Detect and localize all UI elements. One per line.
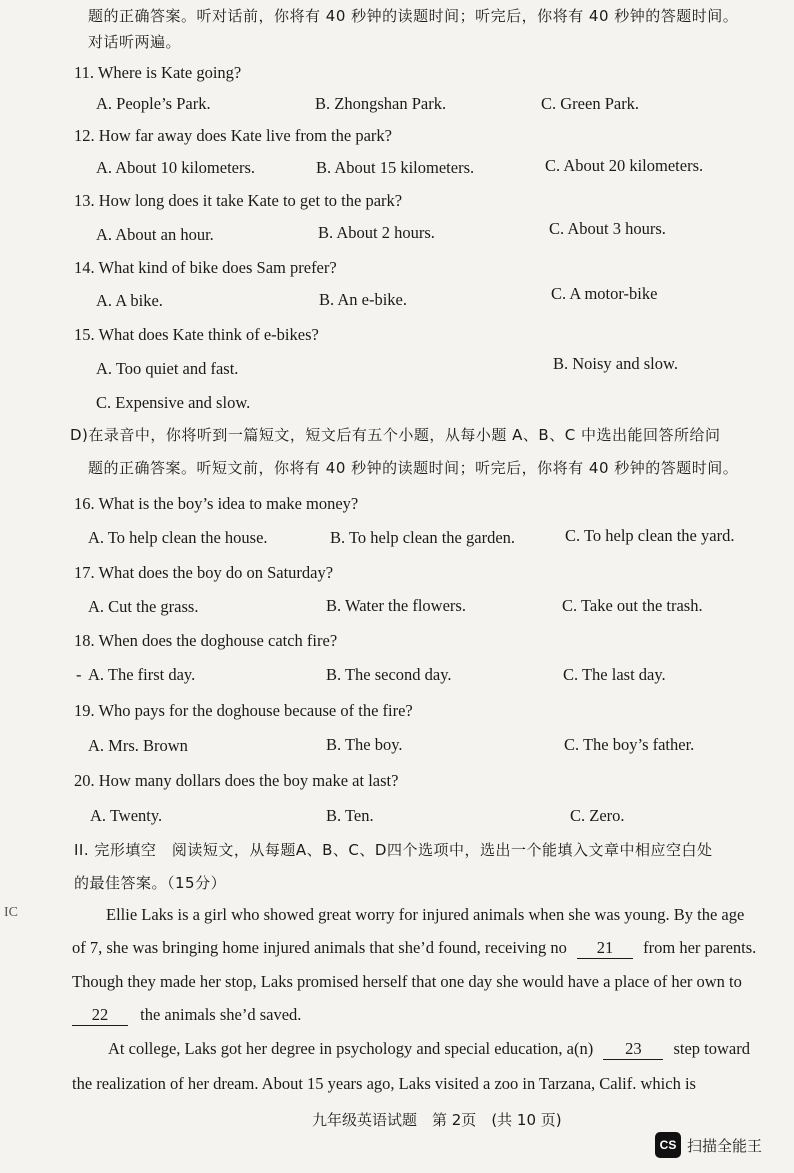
question-stem: 16. What is the boy’s idea to make money?	[74, 494, 359, 513]
margin-handwritten-mark: IC	[4, 905, 18, 920]
option-c: C. A motor-bike	[551, 284, 658, 303]
question-stem: 14. What kind of bike does Sam prefer?	[74, 258, 337, 277]
option-a: A. Mrs. Brown	[88, 736, 188, 755]
question-stem: 18. When does the doghouse catch fire?	[74, 631, 338, 650]
option-b: B. Water the flowers.	[326, 596, 466, 615]
section-ii-line-1: II. 完形填空 阅读短文，从每题A、B、C、D四个选项中，选出一个能填入文章中相应空白处	[74, 841, 713, 859]
passage-text: of 7, she was bringing home injured animals that she’d found, receiving no	[72, 938, 567, 957]
instruction-line-2: 对话听两遍。	[88, 33, 182, 51]
section-d-line-2: 题的正确答案。听短文前，你将有 40 秒钟的读题时间；听完后，你将有 40 秒钟的答题时间。	[88, 459, 739, 477]
option-b: B. Noisy and slow.	[553, 354, 678, 373]
option-b: B. Ten.	[326, 806, 374, 825]
option-b: B. The second day.	[326, 665, 452, 684]
option-a: A. A bike.	[96, 291, 163, 310]
passage-line: the realization of her dream. About 15 years ago, Laks visited a zoo in Tarzana, Calif. which is	[72, 1074, 696, 1093]
option-a: A. Too quiet and fast.	[96, 359, 239, 378]
option-c: C. The boy’s father.	[564, 735, 695, 754]
question-stem: 13. How long does it take Kate to get to the park?	[74, 191, 403, 210]
option-b: B. About 2 hours.	[318, 223, 435, 242]
passage-text: the animals she’d saved.	[140, 1005, 302, 1024]
passage-text: step toward	[673, 1039, 750, 1058]
question-stem: 17. What does the boy do on Saturday?	[74, 563, 334, 582]
option-b: B. To help clean the garden.	[330, 528, 516, 547]
question-stem: 12. How far away does Kate live from the park?	[74, 126, 392, 145]
option-c: C. To help clean the yard.	[565, 526, 735, 545]
scanner-watermark	[655, 1132, 762, 1158]
option-a: A. About 10 kilometers.	[96, 158, 256, 177]
passage-text: from her parents.	[643, 938, 757, 957]
option-b: B. Zhongshan Park.	[315, 94, 447, 113]
blank-23: 23	[603, 1039, 663, 1060]
question-stem: 19. Who pays for the doghouse because of the fire?	[74, 701, 413, 720]
section-d-line-1: D)在录音中，你将听到一篇短文，短文后有五个小题，从每小题 A、B、C 中选出能回答所给问	[70, 426, 721, 444]
passage-line	[108, 1039, 750, 1060]
option-a: A. Cut the grass.	[88, 597, 199, 616]
option-b: B. The boy.	[326, 735, 403, 754]
passage-line	[72, 1005, 301, 1026]
option-a: A. People’s Park.	[96, 94, 211, 113]
question-stem: 15. What does Kate think of e-bikes?	[74, 325, 319, 344]
section-ii-line-2: 的最佳答案。（15分）	[74, 874, 227, 892]
passage-line: Though they made her stop, Laks promised herself that one day she would have a place of her own to	[72, 972, 742, 991]
scanner-app-name: 扫描全能王	[687, 1136, 763, 1155]
passage-line: Ellie Laks is a girl who showed great worry for injured animals when she was young. By the age	[106, 905, 745, 924]
cs-logo-icon: CS	[655, 1132, 681, 1158]
passage-line	[72, 938, 756, 959]
question-stem: 20. How many dollars does the boy make at last?	[74, 771, 399, 790]
answer-dash-mark: -	[76, 665, 82, 684]
instruction-line-1: 题的正确答案。听对话前，你将有 40 秒钟的读题时间；听完后，你将有 40 秒钟的答题时间。	[88, 7, 739, 25]
passage-text: At college, Laks got her degree in psychology and special education, a(n)	[108, 1039, 594, 1058]
option-c: C. About 20 kilometers.	[545, 156, 704, 175]
option-b: B. An e-bike.	[319, 290, 407, 309]
option-a: A. About an hour.	[96, 225, 214, 244]
option-c: C. Green Park.	[541, 94, 640, 113]
option-c: C. Zero.	[570, 806, 625, 825]
option-a: A. To help clean the house.	[88, 528, 268, 547]
option-c: C. Take out the trash.	[562, 596, 703, 615]
option-c: C. About 3 hours.	[549, 219, 666, 238]
blank-22: 22	[72, 1005, 128, 1026]
option-a: A. Twenty.	[90, 806, 163, 825]
option-c: C. The last day.	[563, 665, 666, 684]
blank-21: 21	[577, 938, 633, 959]
option-c: C. Expensive and slow.	[96, 393, 251, 412]
option-b: B. About 15 kilometers.	[316, 158, 475, 177]
page-footer: 九年级英语试题 第 2页 (共 10 页)	[312, 1111, 562, 1129]
option-a: A. The first day.	[88, 665, 196, 684]
question-stem: 11. Where is Kate going?	[74, 63, 242, 82]
